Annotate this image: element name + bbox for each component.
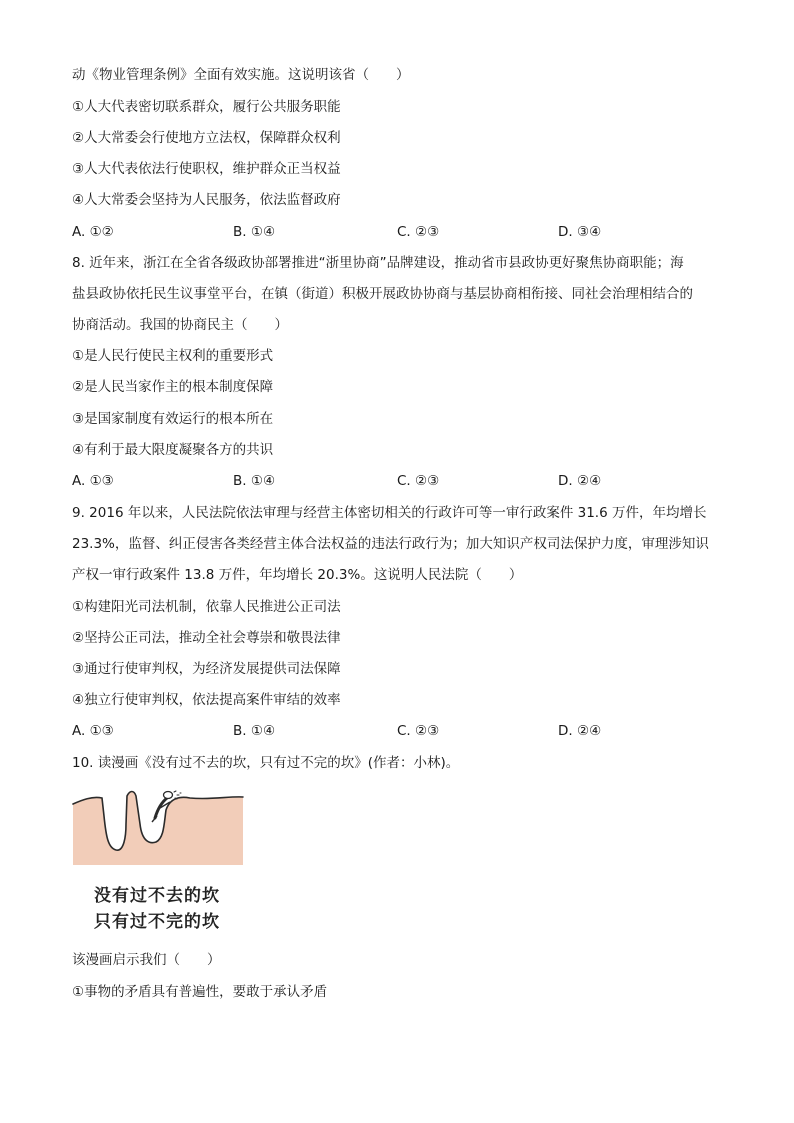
q7-item-3: ③人大代表依法行使职权，维护群众正当权益 bbox=[72, 161, 341, 177]
q9-stem-line-2: 23.3%，监督、纠正侵害各类经营主体合法权益的违法行政行为；加大知识产权司法保护力度，审理涉知识 bbox=[72, 536, 709, 552]
q7-option-a[interactable]: A. ①② bbox=[72, 224, 114, 240]
q7-item-4: ④人大常委会坚持为人民服务，依法监督政府 bbox=[72, 192, 341, 208]
q8-stem-line-1: 8. 近年来，浙江在全省各级政协部署推进“浙里协商”品牌建设，推动省市县政协更好聚焦协商职能；海 bbox=[72, 255, 684, 271]
q8-item-4: ④有利于最大限度凝聚各方的共识 bbox=[72, 442, 274, 458]
q8-stem-line-2: 盐县政协依托民生议事堂平台，在镇（街道）积极开展政协协商与基层协商相衔接、同社会治理相结合的 bbox=[72, 286, 693, 302]
q9-option-b[interactable]: B. ①④ bbox=[233, 723, 276, 739]
q7-option-d[interactable]: D. ③④ bbox=[558, 224, 602, 240]
q7-option-b[interactable]: B. ①④ bbox=[233, 224, 276, 240]
q9-stem-line-1: 9. 2016 年以来，人民法院依法审理与经营主体密切相关的行政许可等一审行政案件 31.6 万件，年均增长 bbox=[72, 505, 707, 521]
q9-option-c[interactable]: C. ②③ bbox=[397, 723, 440, 739]
q8-option-b[interactable]: B. ①④ bbox=[233, 473, 276, 489]
q8-option-d[interactable]: D. ②④ bbox=[558, 473, 602, 489]
cartoon-caption-line-2: 只有过不完的坎 bbox=[94, 912, 220, 932]
q10-prompt: 该漫画启示我们（ ） bbox=[72, 952, 221, 968]
q7-item-2: ②人大常委会行使地方立法权，保障群众权利 bbox=[72, 130, 341, 146]
q10-item-1: ①事物的矛盾具有普遍性，要敢于承认矛盾 bbox=[72, 984, 328, 1000]
q8-option-a[interactable]: A. ①③ bbox=[72, 473, 114, 489]
q7-stem-end: 动《物业管理条例》全面有效实施。这说明该省（ ） bbox=[72, 67, 410, 83]
q8-item-1: ①是人民行使民主权利的重要形式 bbox=[72, 348, 274, 364]
q8-item-3: ③是国家制度有效运行的根本所在 bbox=[72, 411, 274, 427]
cartoon-ground bbox=[73, 792, 243, 866]
q10-stem: 10. 读漫画《没有过不去的坎，只有过不完的坎》(作者：小林)。 bbox=[72, 755, 460, 771]
q8-option-c[interactable]: C. ②③ bbox=[397, 473, 440, 489]
q9-item-3: ③通过行使审判权，为经济发展提供司法保障 bbox=[72, 661, 341, 677]
q9-stem-line-3: 产权一审行政案件 13.8 万件，年均增长 20.3%。这说明人民法院（ ） bbox=[72, 567, 523, 583]
q8-item-2: ②是人民当家作主的根本制度保障 bbox=[72, 379, 274, 395]
q8-stem-line-3: 协商活动。我国的协商民主（ ） bbox=[72, 317, 288, 333]
q9-item-1: ①构建阳光司法机制，依靠人民推进公正司法 bbox=[72, 599, 341, 615]
q8-options bbox=[72, 472, 732, 490]
q9-item-2: ②坚持公正司法，推动全社会尊崇和敬畏法律 bbox=[72, 630, 341, 646]
cartoon-illustration bbox=[72, 788, 244, 866]
q7-options bbox=[72, 223, 732, 241]
q7-option-c[interactable]: C. ②③ bbox=[397, 224, 440, 240]
q7-item-1: ①人大代表密切联系群众，履行公共服务职能 bbox=[72, 99, 341, 115]
q9-options bbox=[72, 722, 732, 740]
q9-option-a[interactable]: A. ①③ bbox=[72, 723, 114, 739]
q9-item-4: ④独立行使审判权，依法提高案件审结的效率 bbox=[72, 692, 341, 708]
cartoon-caption-line-1: 没有过不去的坎 bbox=[94, 886, 220, 906]
q9-option-d[interactable]: D. ②④ bbox=[558, 723, 602, 739]
